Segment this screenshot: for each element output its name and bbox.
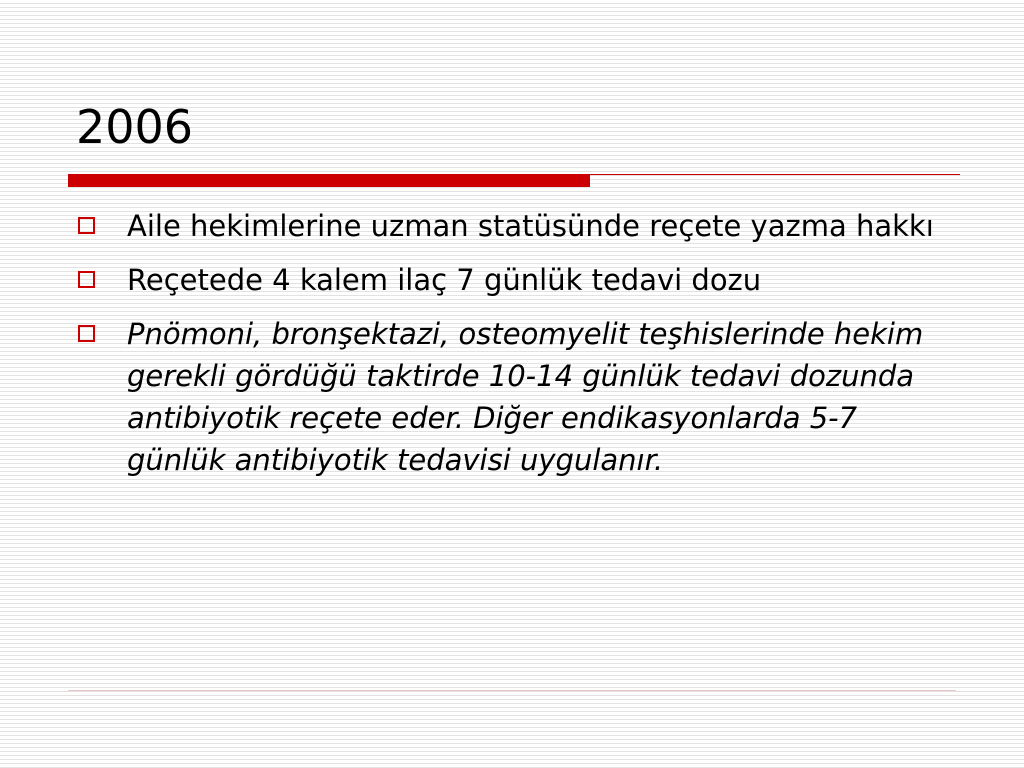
hollow-square-bullet-icon [78, 217, 95, 234]
title-underline-thin [590, 174, 960, 175]
bullet-text: Reçetede 4 kalem ilaç 7 günlük tedavi dozu [127, 263, 762, 297]
bullet-item [76, 259, 956, 301]
bullet-text: Aile hekimlerine uzman statüsünde reçete yazma hakkı [127, 209, 934, 243]
hollow-square-bullet-icon [78, 325, 95, 342]
bullet-item [76, 205, 956, 247]
bullet-text: Pnömoni, bronşektazi, osteomyelit teşhislerinde hekim gerekli gördüğü taktirde 10-14 günlük tedavi dozunda antibiyotik reçete eder. Diğer endikasyonlarda 5-7 günlük antibiyotik tedavisi uygulanır. [127, 317, 924, 477]
bullet-item [76, 313, 956, 481]
bullet-list [76, 205, 956, 493]
slide-title: 2006 [76, 100, 194, 154]
hollow-square-bullet-icon [78, 271, 95, 288]
footer-divider [68, 690, 956, 691]
title-underline-thick [68, 174, 590, 187]
